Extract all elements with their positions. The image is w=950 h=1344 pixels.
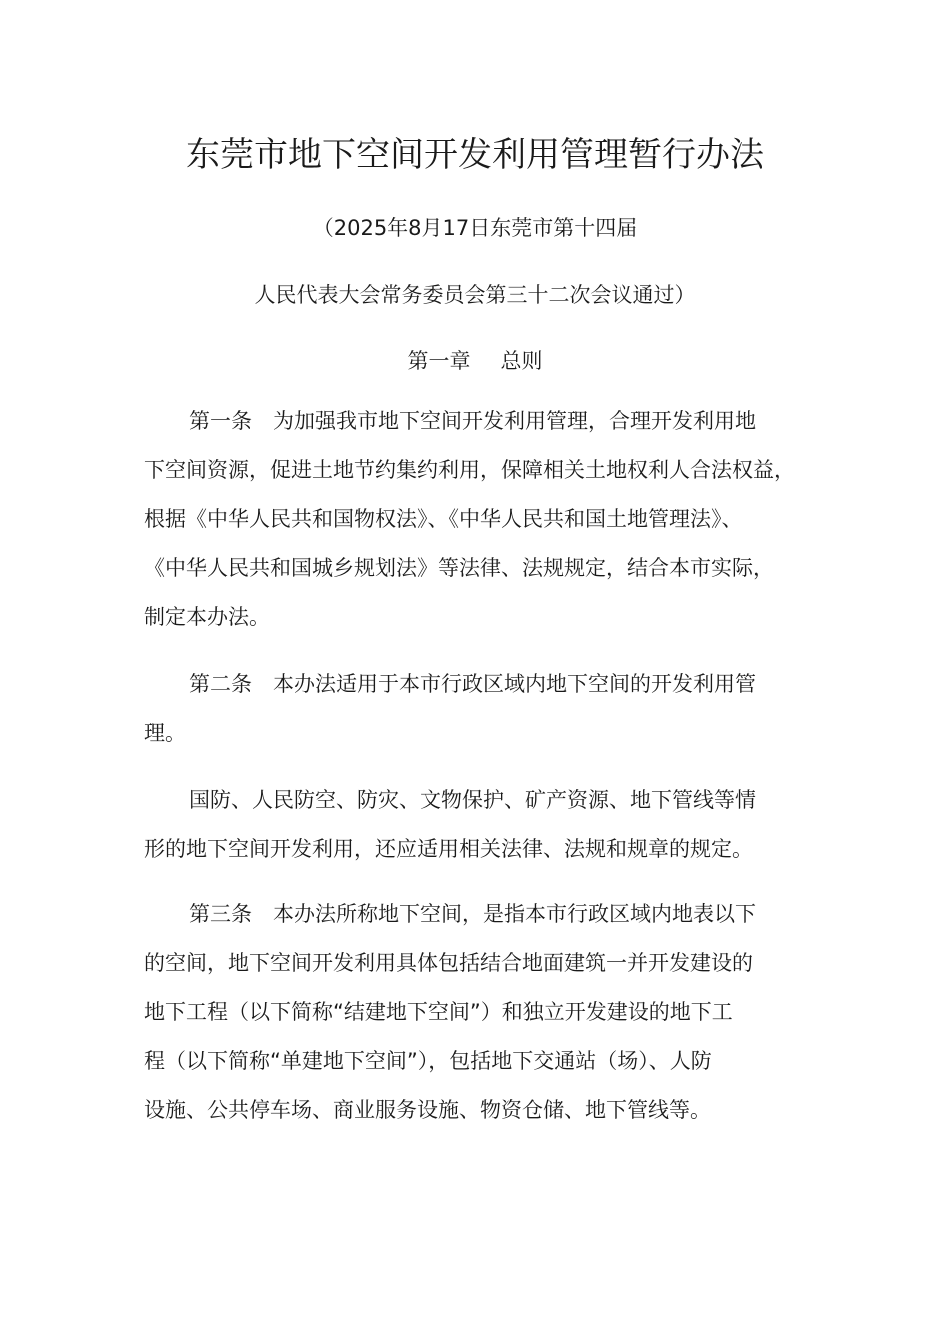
article-line: 《中华人民共和国城乡规划法》等法律、法规规定，结合本市实际， — [144, 556, 774, 580]
adoption-note-line-1: （2025年8月17日东莞市第十四届 — [312, 216, 638, 240]
document-title: 东莞市地下空间开发利用管理暂行办法 — [186, 135, 764, 175]
article-number: 第一条 — [189, 409, 252, 433]
article-line: 理。 — [144, 721, 186, 745]
article-line: 制定本办法。 — [144, 605, 270, 629]
article-3 — [144, 899, 804, 1144]
article-text: 本办法适用于本市行政区域内地下空间的开发利用管 — [273, 672, 756, 696]
article-line: 形的地下空间开发利用，还应适用相关法律、法规和规章的规定。 — [144, 837, 753, 861]
article-line — [144, 669, 804, 718]
article-text: 本办法所称地下空间，是指本市行政区域内地表以下 — [273, 902, 756, 926]
article-line: 下空间资源，促进土地节约集约利用，保障相关土地权利人合法权益， — [144, 458, 795, 482]
chapter-name: 总则 — [500, 349, 543, 373]
article-line: 设施、公共停车场、商业服务设施、物资仓储、地下管线等。 — [144, 1098, 711, 1122]
article-1 — [144, 406, 804, 651]
article-number: 第三条 — [189, 902, 252, 926]
article-2-paragraph-2 — [144, 785, 804, 883]
article-line — [144, 899, 804, 948]
article-line: 根据《中华人民共和国物权法》、《中华人民共和国土地管理法》、 — [144, 507, 743, 531]
article-2 — [144, 669, 804, 767]
article-text: 为加强我市地下空间开发利用管理，合理开发利用地 — [273, 409, 756, 433]
chapter-number: 第一章 — [407, 349, 471, 373]
article-line: 地下工程（以下简称“结建地下空间”）和独立开发建设的地下工 — [144, 1000, 733, 1024]
article-line: 的空间，地下空间开发利用具体包括结合地面建筑一并开发建设的 — [144, 951, 753, 975]
article-number: 第二条 — [189, 672, 252, 696]
article-line: 国防、人民防空、防灾、文物保护、矿产资源、地下管线等情 — [189, 788, 756, 812]
article-line — [144, 406, 804, 455]
article-line: 程（以下简称“单建地下空间”），包括地下交通站（场）、人防 — [144, 1049, 712, 1073]
adoption-note-line-2: 人民代表大会常务委员会第三十二次会议通过） — [254, 283, 696, 307]
chapter-heading — [0, 346, 950, 376]
